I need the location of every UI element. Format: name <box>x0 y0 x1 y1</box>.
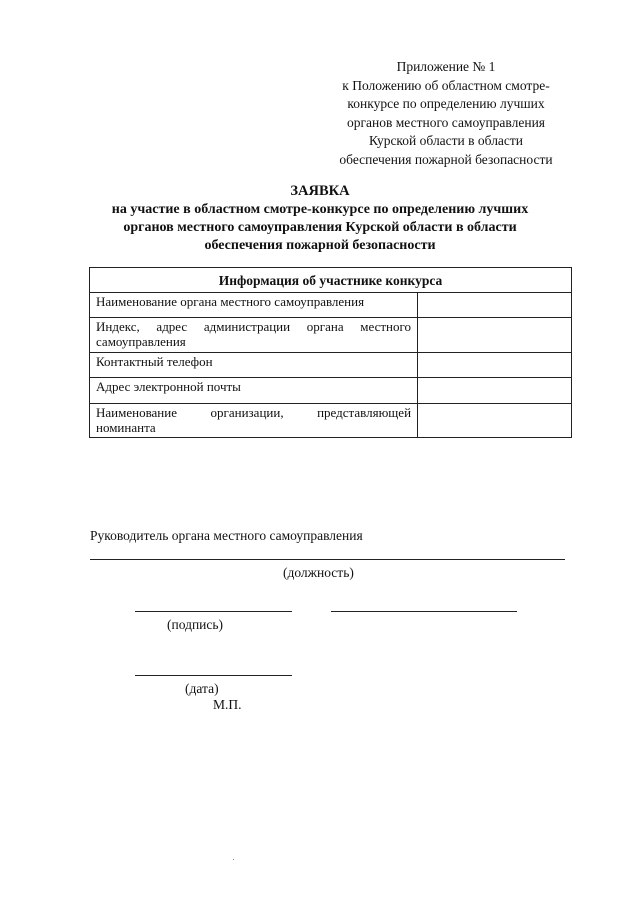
position-caption: (должность) <box>283 565 354 580</box>
position-line[interactable] <box>90 559 565 560</box>
row-label: Наименование организации, представляющей номинанта <box>90 404 418 438</box>
appendix-block <box>320 58 572 169</box>
row-value-field[interactable] <box>418 293 572 318</box>
table-row <box>90 293 572 318</box>
table-header: Информация об участнике конкурса <box>90 268 572 293</box>
row-value-field[interactable] <box>418 378 572 404</box>
title-line: обеспечения пожарной безопасности <box>204 238 436 253</box>
row-value-field[interactable] <box>418 318 572 353</box>
row-label: Адрес электронной почты <box>90 378 418 404</box>
title-heading: ЗАЯВКА <box>290 183 350 199</box>
appendix-line: Курской области в области <box>368 133 524 148</box>
name-line[interactable] <box>331 611 517 612</box>
date-caption: (дата) <box>185 681 219 696</box>
table-row <box>90 404 572 438</box>
title-line: на участие в областном смотре-конкурсе по определению лучших <box>111 202 529 217</box>
table-row <box>90 353 572 378</box>
signature-caption: (подпись) <box>167 617 224 632</box>
date-line[interactable] <box>135 675 292 676</box>
row-label: Индекс, адрес администрации органа местного самоуправления <box>90 318 418 353</box>
row-label: Наименование органа местного самоуправления <box>90 293 418 318</box>
table-row <box>90 378 572 404</box>
appendix-line: обеспечения пожарной безопасности <box>339 151 553 167</box>
stamp-label: М.П. <box>213 697 242 712</box>
participant-info-table <box>89 267 572 438</box>
appendix-line: конкурсе по определению лучших <box>347 96 545 111</box>
title-line: органов местного самоуправления Курской области в области <box>123 220 517 235</box>
head-of-government-label: Руководитель органа местного самоуправления <box>90 528 363 543</box>
appendix-line: органов местного самоуправления <box>346 114 546 130</box>
signature-line[interactable] <box>135 611 292 612</box>
appendix-line: к Положению об областном смотре- <box>342 77 550 93</box>
appendix-line: Приложение № 1 <box>396 59 496 74</box>
row-value-field[interactable] <box>418 353 572 378</box>
scan-dot <box>233 859 234 860</box>
row-label: Контактный телефон <box>90 353 418 378</box>
document-title <box>60 182 580 255</box>
row-value-field[interactable] <box>418 404 572 438</box>
table-row <box>90 318 572 353</box>
